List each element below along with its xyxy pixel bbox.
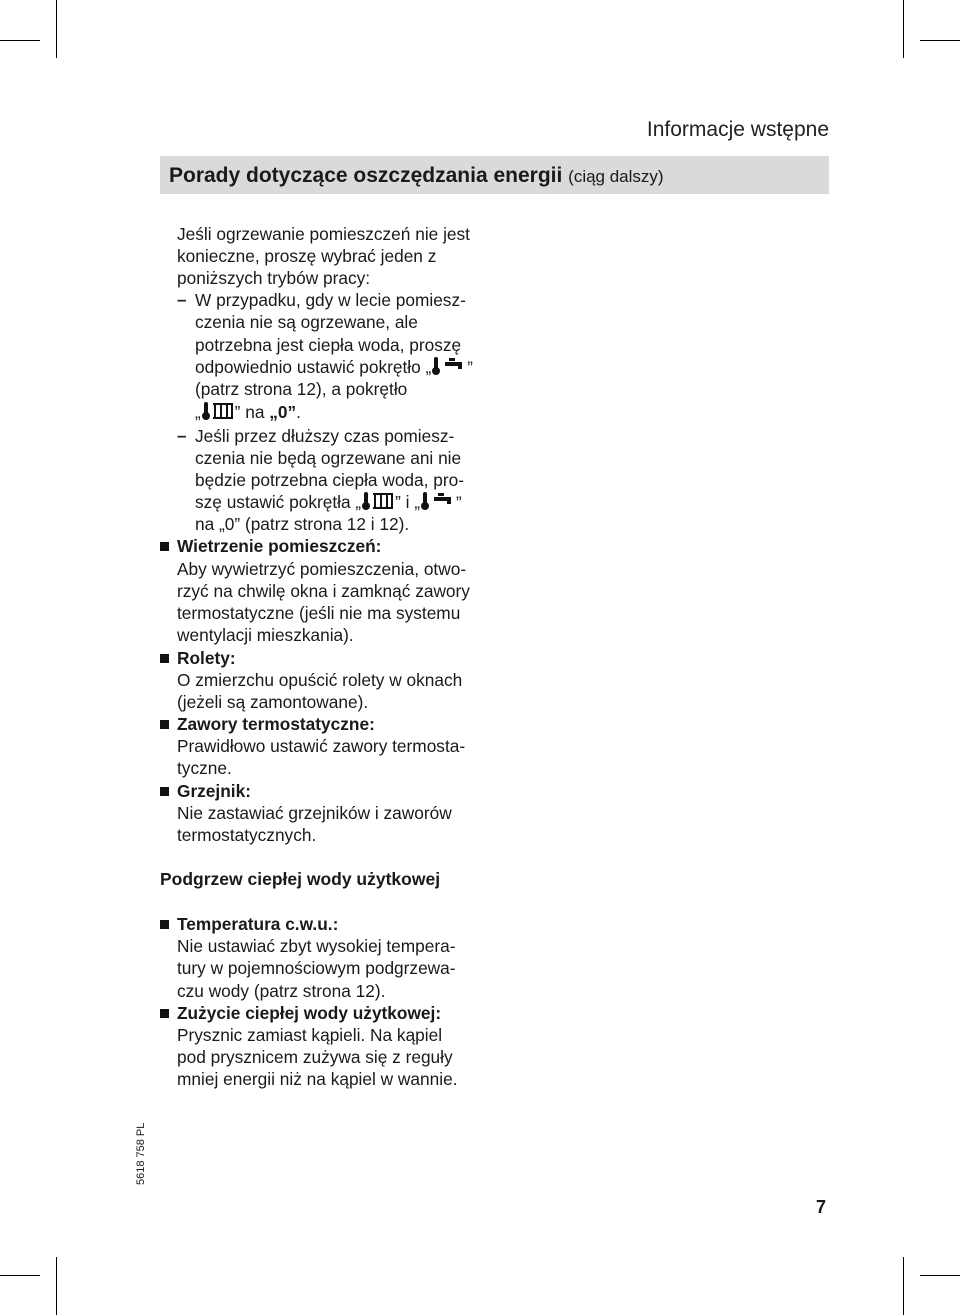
bullet-line: czu wody (patrz strona 12).: [177, 981, 386, 1001]
bullet-line: termostatycznych.: [177, 825, 317, 845]
value-zero: „0”: [269, 402, 297, 422]
bullet-line: rzyć na chwilę okna i zamknąć zawory: [177, 581, 470, 601]
banner-suffix: (ciąg dalszy): [568, 167, 664, 186]
bullet-title: Zużycie ciepłej wody użytkowej:: [177, 1003, 442, 1023]
bullet-title: Wietrzenie pomieszczeń:: [177, 536, 382, 556]
bullet-line: termostatyczne (jeśli nie ma systemu: [177, 603, 461, 623]
dash-marker: –: [177, 290, 187, 309]
dash2-line: Jeśli przez dłuższy czas pomiesz-: [195, 426, 455, 446]
thermometer-tap-icon: [431, 356, 467, 381]
dash1-line: potrzebna jest ciepła woda, proszę: [195, 335, 462, 355]
crop-mark: [0, 1275, 40, 1276]
banner-title-row: [169, 164, 664, 188]
bullet-line: (jeżeli są zamontowane).: [177, 692, 369, 712]
crop-mark: [0, 40, 40, 41]
intro-line: poniższych trybów pracy:: [177, 268, 371, 288]
bullet-marker: [160, 787, 169, 796]
bullet-title: Zawory termostatyczne:: [177, 714, 375, 734]
crop-mark: [920, 40, 960, 41]
bullet-title: Rolety:: [177, 648, 236, 668]
dash2-text: szę ustawić pokrętła: [195, 492, 351, 512]
bullet-line: Prawidłowo ustawić zawory termosta-: [177, 736, 466, 756]
dash2-line: czenia nie będą ogrzewane ani nie: [195, 448, 462, 468]
quote-close: ”: [455, 493, 462, 512]
quote-open: „: [355, 493, 362, 512]
bullet-marker: [160, 1009, 169, 1018]
bullet-line: O zmierzchu opuścić rolety w oknach: [177, 670, 463, 690]
banner-title: Porady dotyczące oszczędzania energii: [169, 164, 563, 187]
bullet-line: Prysznic zamiast kąpieli. Na kąpiel: [177, 1025, 443, 1045]
bullet-line: wentylacji mieszkania).: [177, 625, 354, 645]
bullet-title: Grzejnik:: [177, 781, 251, 801]
dash1-mid: ” na: [234, 402, 265, 422]
bullet-line: Nie ustawiać zbyt wysokiej tempera-: [177, 936, 456, 956]
crop-mark: [920, 1275, 960, 1276]
section-heading: Podgrzew ciepłej wody użytkowej: [160, 869, 441, 889]
bullet-line: mniej energii niż na kąpiel w wannie.: [177, 1069, 458, 1089]
dash1-line: W przypadku, gdy w lecie pomiesz-: [195, 290, 466, 310]
crop-mark: [56, 1257, 57, 1315]
dash1-line: czenia nie są ogrzewane, ale: [195, 312, 418, 332]
intro-line: Jeśli ogrzewanie pomieszczeń nie jest: [177, 224, 470, 244]
quote-open: „: [195, 403, 201, 422]
bullet-marker: [160, 542, 169, 551]
dash1-line: (patrz strona 12), a pokrętło: [195, 379, 408, 399]
dash2-line: będzie potrzebna ciepła woda, pro-: [195, 470, 464, 490]
bullet-line: tyczne.: [177, 758, 232, 778]
bullet-marker: [160, 654, 169, 663]
document-code: 5618 758 PL: [135, 1122, 147, 1185]
crop-mark: [903, 0, 904, 58]
dash2-line: na „0” (patrz strona 12 i 12).: [195, 514, 410, 534]
bullet-line: Aby wywietrzyć pomieszczenia, otwo-: [177, 559, 467, 579]
bullet-line: Nie zastawiać grzejników i zaworów: [177, 803, 452, 823]
intro-line: konieczne, proszę wybrać jeden z: [177, 246, 437, 266]
chapter-title: Informacje wstępne: [646, 118, 829, 141]
dash2-mid: ” i: [395, 492, 410, 512]
quote-open: „: [425, 358, 432, 377]
bullet-marker: [160, 920, 169, 929]
section-banner: [160, 156, 829, 194]
bullet-title: Temperatura c.w.u.:: [177, 914, 339, 934]
period: .: [296, 402, 301, 422]
crop-mark: [903, 1257, 904, 1315]
thermometer-tap-icon: [420, 491, 456, 516]
crop-mark: [56, 0, 57, 58]
quote-close: ”: [467, 358, 473, 377]
bullet-line: tury w pojemnościowym podgrzewa-: [177, 958, 456, 978]
quote-open: „: [414, 493, 420, 512]
bullet-line: pod prysznicem zużywa się z reguły: [177, 1047, 453, 1067]
bullet-marker: [160, 720, 169, 729]
thermometer-radiator-icon: [201, 401, 235, 426]
dash-marker: –: [177, 426, 187, 445]
dash1-line-with-icon: [195, 401, 301, 426]
page-number: 7: [816, 1197, 827, 1217]
dash1-text: odpowiednio ustawić pokrętło: [195, 357, 421, 377]
